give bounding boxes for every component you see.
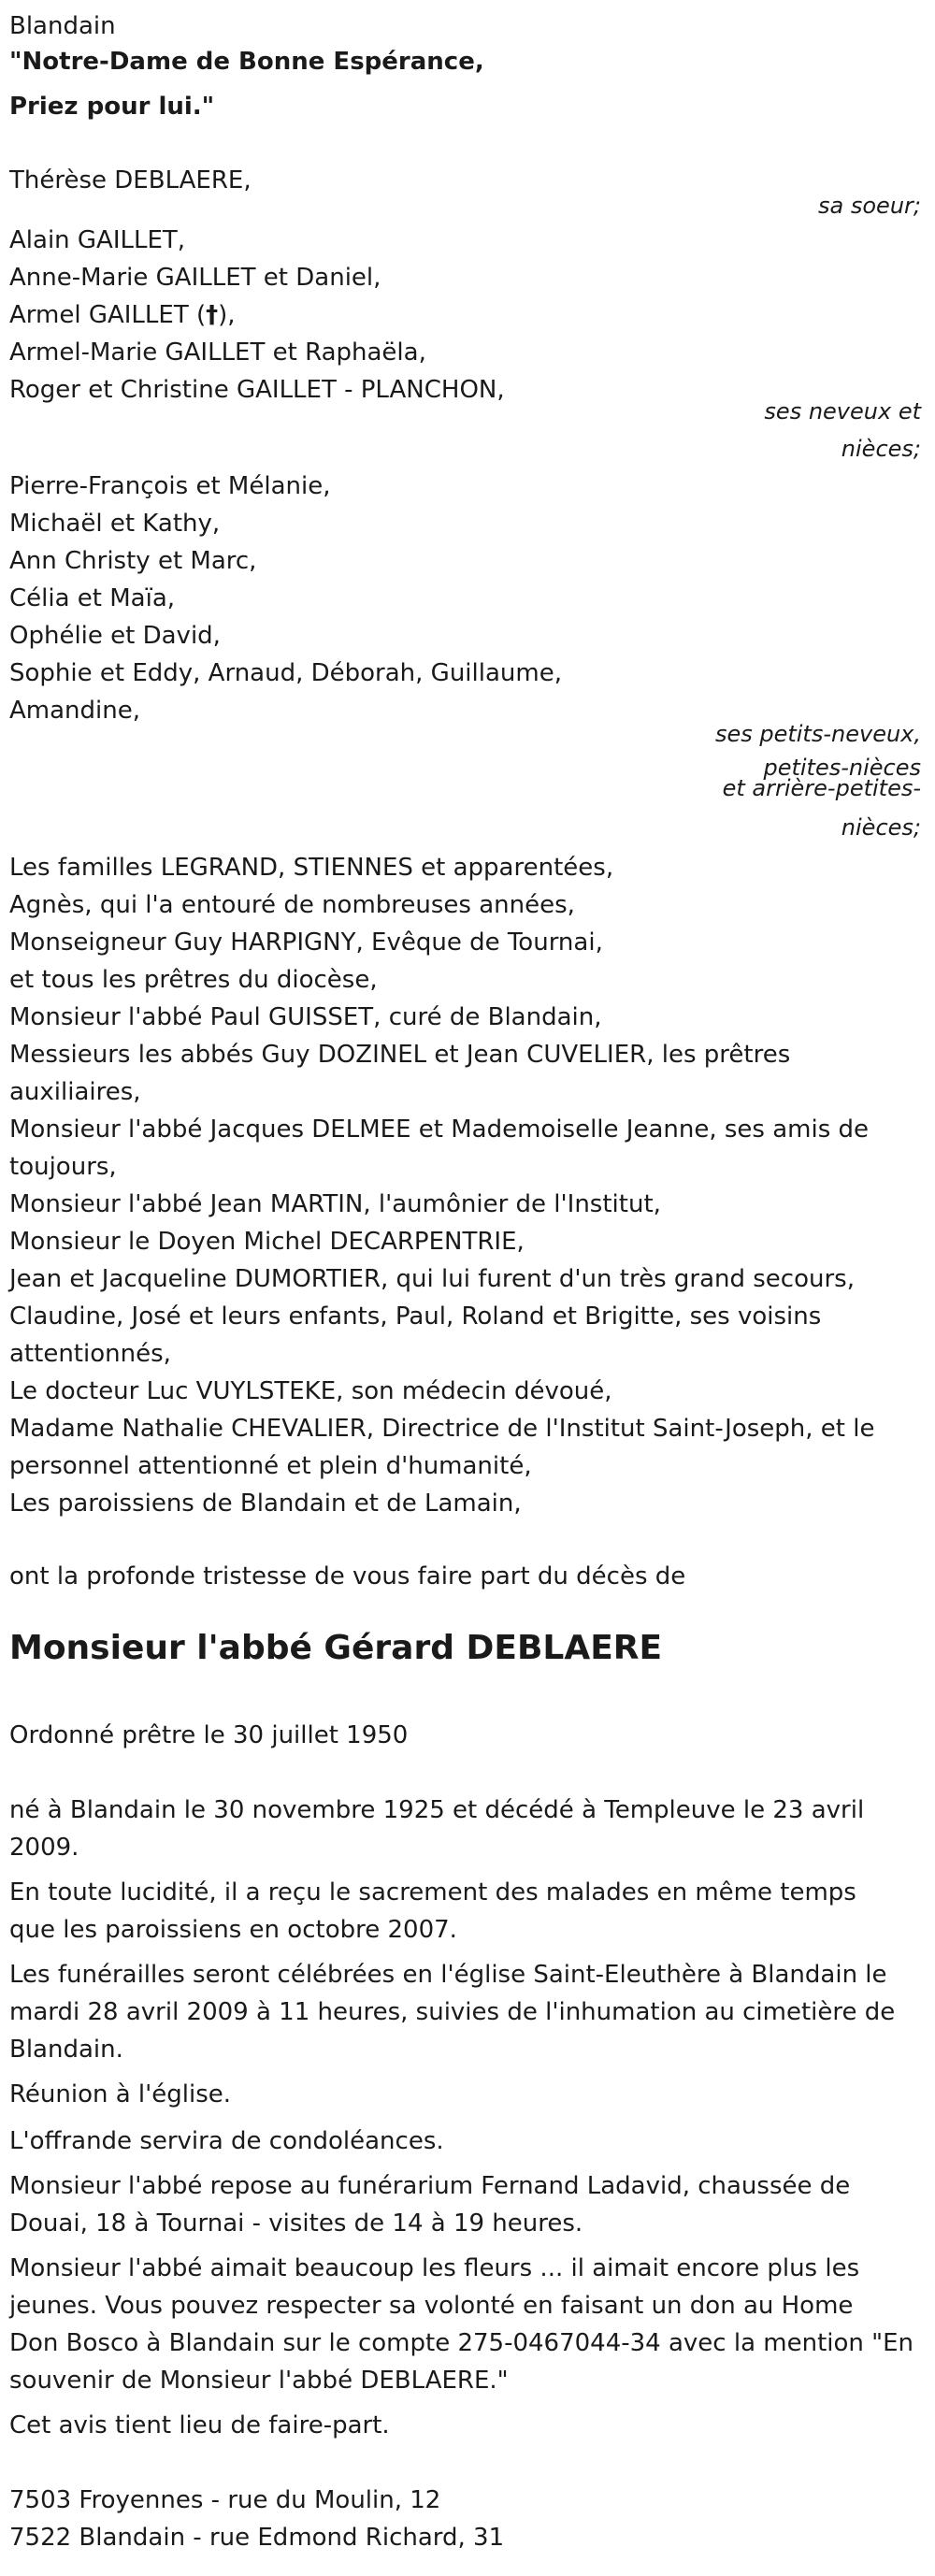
funeral-line-2: mardi 28 avril 2009 à 11 heures, suivies de l'inhumation au cimetière de [9,1998,896,2026]
flowers-line-2: jeunes. Vous pouvez respecter sa volonté en faisant un don au Home [9,2292,854,2320]
nephew-suffix: ), [218,301,236,329]
grandnephew-line: Célia et Maïa, [9,584,176,612]
others-line: Madame Nathalie CHEVALIER, Directrice de l'Institut Saint-Joseph, et le [9,1415,875,1443]
sacrament-line-1: En toute lucidité, il a reçu le sacrement des malades en même temps [9,1878,856,1907]
sister-name: Thérèse DEBLAERE, [9,166,252,194]
rest-line-1: Monsieur l'abbé repose au funérarium Fernand Ladavid, chaussée de [9,2172,851,2200]
grandnephew-line: Ophélie et David, [9,622,221,650]
ordination-text: Ordonné prêtre le 30 juillet 1950 [9,1721,409,1749]
grandnephews-role-line-4: nièces; [841,814,921,841]
prayer-line-1: "Notre-Dame de Bonne Espérance, [9,48,484,76]
rest-line-2: Douai, 18 à Tournai - visites de 14 à 19 heures. [9,2209,583,2238]
flowers-line-3: Don Bosco à Blandain sur le compte 275-0467044-34 avec la mention "En [9,2329,914,2357]
flowers-line-1: Monsieur l'abbé aimait beaucoup les fleurs ... il aimait encore plus les [9,2254,860,2282]
others-line: Le docteur Luc VUYLSTEKE, son médecin dévoué, [9,1377,612,1405]
others-line: Monseigneur Guy HARPIGNY, Evêque de Tournai, [9,928,603,957]
nephew-line: Alain GAILLET, [9,226,186,254]
flowers-line-4: souvenir de Monsieur l'abbé DEBLAERE." [9,2367,509,2395]
others-line: Monsieur l'abbé Paul GUISSET, curé de Blandain, [9,1003,602,1031]
offering-text: L'offrande servira de condoléances. [9,2127,444,2155]
birth-line-1: né à Blandain le 30 novembre 1925 et décédé à Templeuve le 23 avril [9,1796,865,1824]
address-line: 7503 Froyennes - rue du Moulin, 12 [9,2486,441,2514]
grandnephew-line: Michaël et Kathy, [9,510,221,538]
others-line: personnel attentionné et plein d'humanité, [9,1452,532,1480]
funeral-line-3: Blandain. [9,2036,123,2064]
prayer-line-2: Priez pour lui." [9,93,215,121]
others-line: Claudine, José et leurs enfants, Paul, Roland et Brigitte, ses voisins [9,1302,822,1331]
nephew-line-armel [9,296,236,334]
place-label: Blandain [9,12,116,40]
grandnephews-role-line-2: petites-nièces [763,755,921,781]
grandnephew-line: Amandine, [9,697,140,725]
deceased-name: Monsieur l'abbé Gérard DEBLAERE [9,1629,663,1667]
announcement-text: ont la profonde tristesse de vous faire part du décès de [9,1562,686,1590]
others-line: auxiliaires, [9,1078,141,1106]
others-line: attentionnés, [9,1340,171,1368]
grandnephew-line: Ann Christy et Marc, [9,547,257,575]
others-line: Monsieur l'abbé Jean MARTIN, l'aumônier de l'Institut, [9,1190,661,1218]
sacrament-line-2: que les paroissiens en octobre 2007. [9,1916,457,1944]
others-line: Agnès, qui l'a entouré de nombreuses années, [9,891,575,919]
others-line: Monsieur le Doyen Michel DECARPENTRIE, [9,1228,525,1256]
others-line: Les paroissiens de Blandain et de Lamain, [9,1489,522,1518]
notice-text: Cet avis tient lieu de faire-part. [9,2411,390,2439]
nephew-line: Armel-Marie GAILLET et Raphaëla, [9,338,426,367]
cross-icon: † [206,301,219,329]
sister-role: sa soeur; [818,193,921,219]
others-line: Jean et Jacqueline DUMORTIER, qui lui furent d'un très grand secours, [9,1265,855,1293]
nephew-line: Roger et Christine GAILLET - PLANCHON, [9,376,505,404]
nephew-name: Armel GAILLET ( [9,301,207,329]
grandnephew-line: Pierre-François et Mélanie, [9,472,331,500]
grandnephews-role-line-1: ses petits-neveux, [714,721,921,747]
others-line: Monsieur l'abbé Jacques DELMEE et Mademoiselle Jeanne, ses amis de [9,1115,870,1144]
grandnephew-line: Sophie et Eddy, Arnaud, Déborah, Guillaume, [9,659,562,687]
others-line: Les familles LEGRAND, STIENNES et apparentées, [9,854,614,882]
nephews-role-line-1: ses neveux et [764,398,921,425]
address-line: 7522 Blandain - rue Edmond Richard, 31 [9,2524,505,2552]
others-line: et tous les prêtres du diocèse, [9,966,378,994]
birth-line-2: 2009. [9,1834,79,1862]
grandnephews-role-line-3: et arrière-petites- [722,775,921,801]
others-line: toujours, [9,1153,117,1181]
meeting-text: Réunion à l'église. [9,2080,232,2108]
funeral-line-1: Les funérailles seront célébrées en l'église Saint-Eleuthère à Blandain le [9,1961,887,1989]
nephews-role-line-2: nièces; [841,436,921,462]
nephew-line: Anne-Marie GAILLET et Daniel, [9,264,381,292]
others-line: Messieurs les abbés Guy DOZINEL et Jean CUVELIER, les prêtres [9,1041,791,1069]
